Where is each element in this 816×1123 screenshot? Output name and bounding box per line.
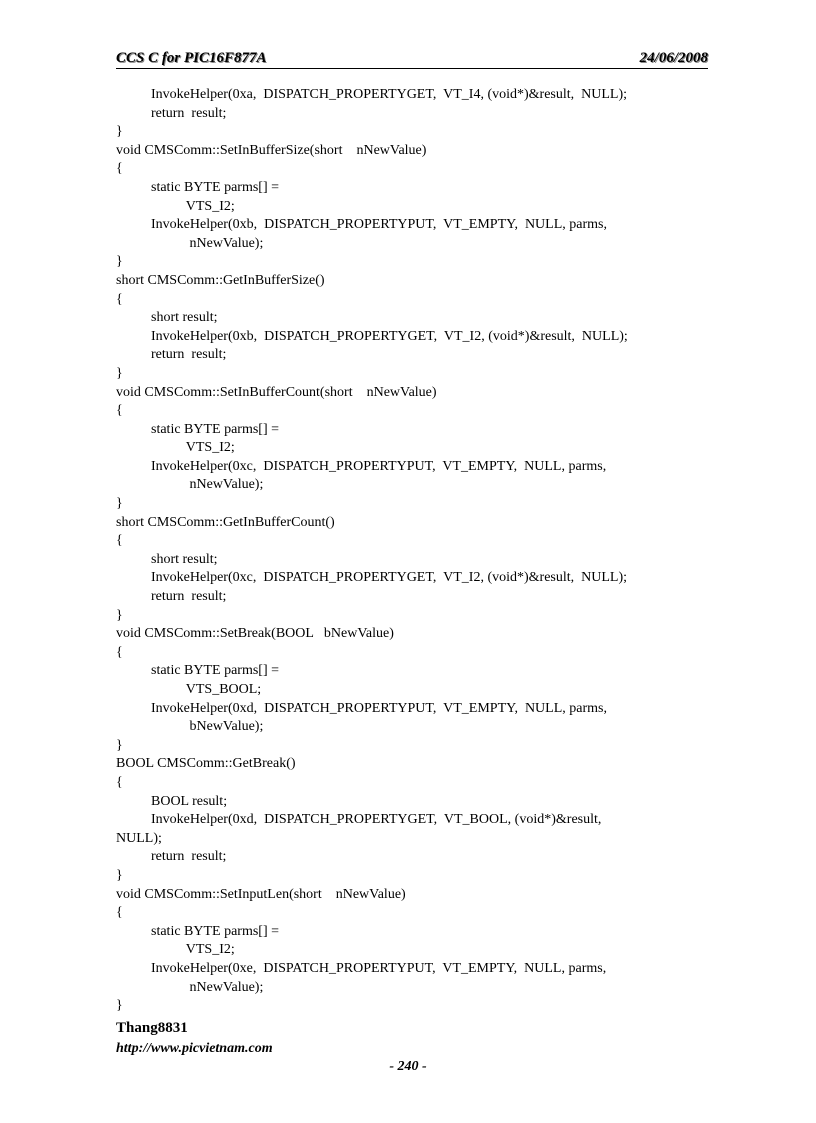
code-line: { [116, 774, 123, 790]
code-line: InvokeHelper(0xe, DISPATCH_PROPERTYPUT, VT_EMPTY, NULL, parms, [116, 960, 607, 976]
code-line: InvokeHelper(0xd, DISPATCH_PROPERTYGET, VT_BOOL, (void*)&result, [116, 812, 602, 828]
code-line: return result; [116, 347, 227, 363]
code-line: VTS_I2; [116, 198, 235, 214]
code-line: } [116, 737, 123, 753]
code-line: } [116, 607, 123, 623]
header-divider [116, 68, 708, 69]
code-line: short result; [116, 551, 218, 567]
code-line: short CMSComm::GetInBufferSize() [116, 272, 325, 288]
code-line: void CMSComm::SetInputLen(short nNewValue) [116, 886, 406, 902]
code-line: return result; [116, 849, 227, 865]
code-line: return result; [116, 589, 227, 605]
code-line: { [116, 161, 123, 177]
code-line: { [116, 644, 123, 660]
code-line: void CMSComm::SetBreak(BOOL bNewValue) [116, 626, 394, 642]
code-line: VTS_BOOL; [116, 682, 262, 697]
code-line: static BYTE parms[] = [116, 923, 280, 939]
code-line: } [116, 998, 123, 1014]
code-line: { [116, 291, 123, 307]
code-line: } [116, 867, 123, 883]
code-line: short CMSComm::GetInBufferCount() [116, 514, 335, 530]
code-line: } [116, 124, 123, 140]
code-line: void CMSComm::SetInBufferSize(short nNewValue) [116, 142, 427, 158]
code-line: bNewValue); [116, 719, 264, 735]
code-line: } [116, 254, 123, 270]
code-line: static BYTE parms[] = [116, 179, 280, 195]
code-line: { [116, 533, 123, 549]
code-line: NULL); [116, 830, 162, 846]
code-line: VTS_I2; [116, 440, 235, 456]
code-line: { [116, 905, 123, 921]
code-line: BOOL CMSComm::GetBreak() [116, 756, 296, 772]
code-line: InvokeHelper(0xb, DISPATCH_PROPERTYPUT, VT_EMPTY, NULL, parms, [116, 217, 607, 233]
website-url: http://www.picvietnam.com [116, 1041, 273, 1056]
code-line: InvokeHelper(0xc, DISPATCH_PROPERTYGET, VT_I2, (void*)&result, NULL); [116, 570, 628, 586]
document-title: CCS C for PIC16F877A [116, 50, 267, 66]
code-line: static BYTE parms[] = [116, 421, 280, 437]
code-line: VTS_I2; [116, 942, 235, 958]
code-line: nNewValue); [116, 235, 264, 251]
code-listing [116, 86, 736, 1016]
code-line: InvokeHelper(0xc, DISPATCH_PROPERTYPUT, VT_EMPTY, NULL, parms, [116, 458, 607, 474]
document-date: 24/06/2008 [639, 50, 708, 66]
code-line: void CMSComm::SetInBufferCount(short nNewValue) [116, 384, 437, 400]
code-line: InvokeHelper(0xb, DISPATCH_PROPERTYGET, VT_I2, (void*)&result, NULL); [116, 328, 628, 344]
code-line: InvokeHelper(0xd, DISPATCH_PROPERTYPUT, VT_EMPTY, NULL, parms, [116, 700, 607, 716]
code-line: } [116, 496, 123, 512]
code-line: BOOL result; [116, 793, 228, 809]
code-line: short result; [116, 310, 218, 326]
code-line: InvokeHelper(0xa, DISPATCH_PROPERTYGET, VT_I4, (void*)&result, NULL); [116, 87, 628, 102]
page-number: - 240 - [389, 1059, 427, 1074]
code-line: static BYTE parms[] = [116, 663, 280, 679]
code-line: } [116, 365, 123, 381]
code-line: return result; [116, 105, 227, 121]
author-name: Thang8831 [116, 1020, 188, 1036]
code-line: { [116, 403, 123, 419]
code-line: nNewValue); [116, 979, 264, 995]
code-line: nNewValue); [116, 477, 264, 493]
